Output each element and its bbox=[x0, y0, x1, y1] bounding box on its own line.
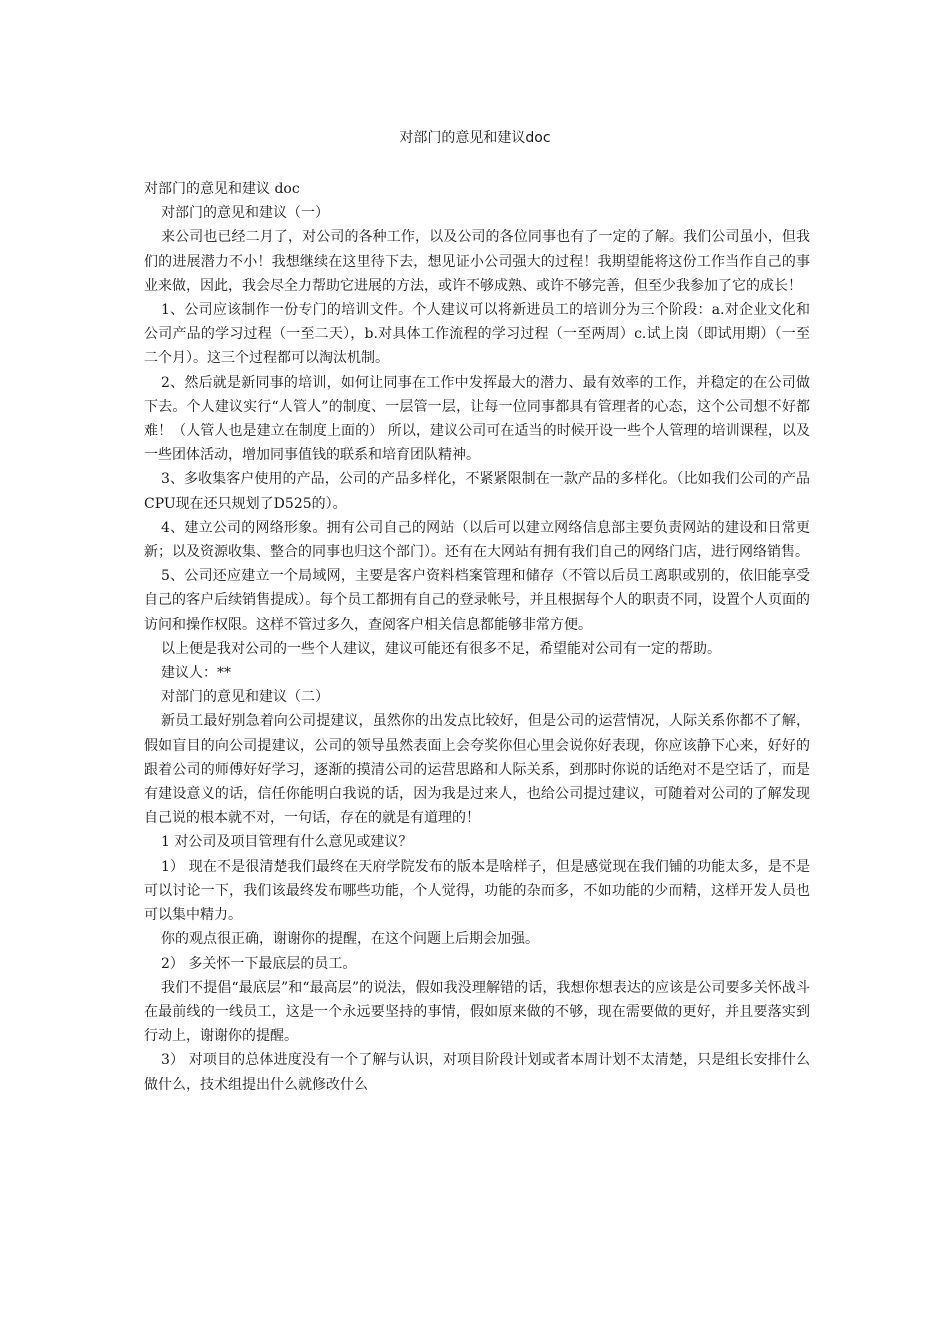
paragraph: 4、建立公司的网络形象。拥有公司自己的网站（以后可以建立网络信息部主要负责网站的建设和日常更新；以及资源收集、整合的同事也归这个部门）。还有在大网站有拥有我们自己的网络门店，进行网络销售。 bbox=[144, 519, 810, 561]
paragraph: 3） 对项目的总体进度没有一个了解与认识，对项目阶段计划或者本周计划不太清楚，只是组长安排什么做什么，技术组提出什么就修改什么 bbox=[144, 1052, 810, 1093]
paragraph: 对部门的意见和建议 doc bbox=[144, 181, 300, 197]
document-body bbox=[144, 177, 810, 1097]
paragraph: 3、多收集客户使用的产品，公司的产品多样化，不紧紧限制在一款产品的多样化。（比如我们公司的产品CPU现在还只规划了D525的）。 bbox=[144, 471, 810, 512]
paragraph: 1） 现在不是很清楚我们最终在天府学院发布的版本是啥样子，但是感觉现在我们铺的功能太多，是不是可以讨论一下，我们该最终发布哪些功能，个人觉得，功能的杂而多，不如功能的少而精，这样开发人员也可以集中精力。 bbox=[144, 858, 810, 924]
paragraph: 1 对公司及项目管理有什么意见或建议？ bbox=[161, 834, 413, 851]
paragraph: 我们不提倡“最底层”和“最高层”的说法，假如我没理解错的话，我想你想表达的应该是公司要多关怀战斗在最前线的一线员工，这是一个永远要坚持的事情，假如原来做的不够，现在需要做的更好，并且要落实到行动上，谢谢你的提醒。 bbox=[144, 979, 810, 1045]
paragraph: 以上便是我对公司的一些个人建议，建议可能还有很多不足，希望能对公司有一定的帮助。 bbox=[161, 640, 721, 657]
paragraph: 对部门的意见和建议（一） bbox=[161, 205, 329, 222]
paragraph: 2） 多关怀一下最底层的员工。 bbox=[161, 955, 357, 972]
paragraph: 2、然后就是新同事的培训，如何让同事在工作中发挥最大的潜力、最有效率的工作，并稳定的在公司做下去。个人建议实行“人管人”的制度、一层管一层，让每一位同事都具有管理者的心态，这个公司想不好都难！（人管人也是建立在制度上面的） 所以，建议公司可在适当的时候开设一些个人管理的培训课程，以及一些团体活动，增加同事值钱的联系和培育团队精神。 bbox=[144, 374, 810, 464]
paragraph: 5、公司还应建立一个局域网，主要是客户资料档案管理和储存（不管以后员工离职或别的，依旧能享受自己的客户后续销售提成）。每个员工都拥有自己的登录帐号，并且根据每个人的职责不同，设置个人页面的访问和操作权限。这样不管过多久，查阅客户相关信息都能够非常方便。 bbox=[144, 568, 810, 633]
paragraph: 你的观点很正确，谢谢你的提醒，在这个问题上后期会加强。 bbox=[161, 931, 539, 948]
document-title: 对部门的意见和建议doc bbox=[399, 130, 551, 146]
paragraph: 来公司也已经二月了，对公司的各种工作，以及公司的各位同事也有了一定的了解。我们公司虽小，但我们的进展潜力不小！我想继续在这里待下去，想见证小公司强大的过程！我期望能将这份工作当作自己的事业来做，因此，我会尽全力帮助它进展的方法，或许不够成熟、或许不够完善，但至少我参加了它的成长！ bbox=[144, 229, 810, 294]
paragraph: 新员工最好别急着向公司提建议，虽然你的出发点比较好，但是公司的运营情况，人际关系你都不了解，假如盲目的向公司提建议，公司的领导虽然表面上会夸奖你但心里会说你好表现，你应该静下心来，好好的跟着公司的师傅好好学习，逐渐的摸清公司的运营思路和人际关系，到那时你说的话绝对不是空话了，而是有建设意义的话，信任你能明白我说的话，因为我是过来人，也给公司提过建议，可随着对公司的了解发现自己说的根本就不对，一句话，存在的就是有道理的！ bbox=[144, 713, 810, 827]
paragraph: 对部门的意见和建议（二） bbox=[161, 689, 329, 706]
paragraph: 建议人：** bbox=[161, 665, 231, 682]
paragraph: 1、公司应该制作一份专门的培训文件。个人建议可以将新进员工的培训分为三个阶段：a.对企业文化和公司产品的学习过程（一至二天），b.对具体工作流程的学习过程（一至两周）c.试上岗（即试用期）（一至二个月）。这三个过程都可以淘汰机制。 bbox=[144, 302, 810, 367]
